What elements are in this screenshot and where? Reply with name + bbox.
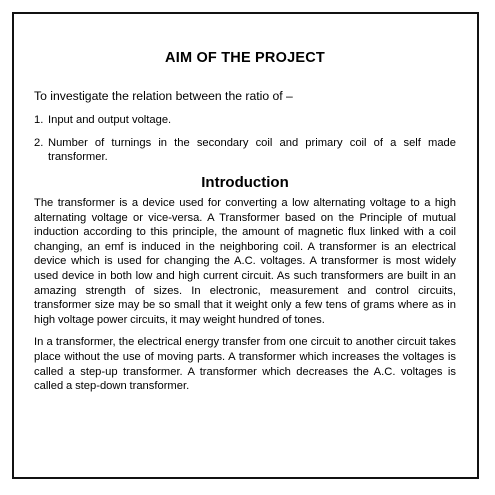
page-frame xyxy=(12,12,479,479)
introduction-title: Introduction xyxy=(201,174,289,191)
list-item-number: 2. xyxy=(34,137,44,149)
list-item-number: 1. xyxy=(34,114,44,126)
list-item-text: Number of turnings in the secondary coil and primary coil of a self made transformer. xyxy=(48,137,456,163)
list-item xyxy=(34,113,456,127)
aim-title: AIM OF THE PROJECT xyxy=(165,50,325,66)
list-item-text: Input and output voltage. xyxy=(48,114,172,126)
list-item xyxy=(34,136,456,164)
introduction-paragraph-2: In a transformer, the electrical energy transfer from one circuit to another circuit takes place without the use of moving parts. A transformer which increases the voltages is called a step-up transformer. A transformer which decreases the A.C. voltages is called a step-down transformer. xyxy=(34,336,456,393)
introduction-paragraph-1: The transformer is a device used for converting a low alternating voltage to a high alternating voltage or vice-versa. A Transformer based on the Principle of mutual induction according to this principle, the amount of magnetic flux linked with a coil changing, an emf is induced in the neighboring coil. A transformer is an electrical device which is used for changing the A.C. voltages. A transformer is most widely used device in both low and high current circuit. As such transformers are built in an amazing strength of sizes. In electronic, measurement and control circuits, transformer size may be so small that it weight only a few tens of grams where as in high voltage power circuits, it may weight hundred of tones. xyxy=(34,197,456,326)
document-content xyxy=(34,50,456,402)
aim-list xyxy=(34,113,456,164)
aim-lead-text: To investigate the relation between the ratio of – xyxy=(34,89,293,103)
